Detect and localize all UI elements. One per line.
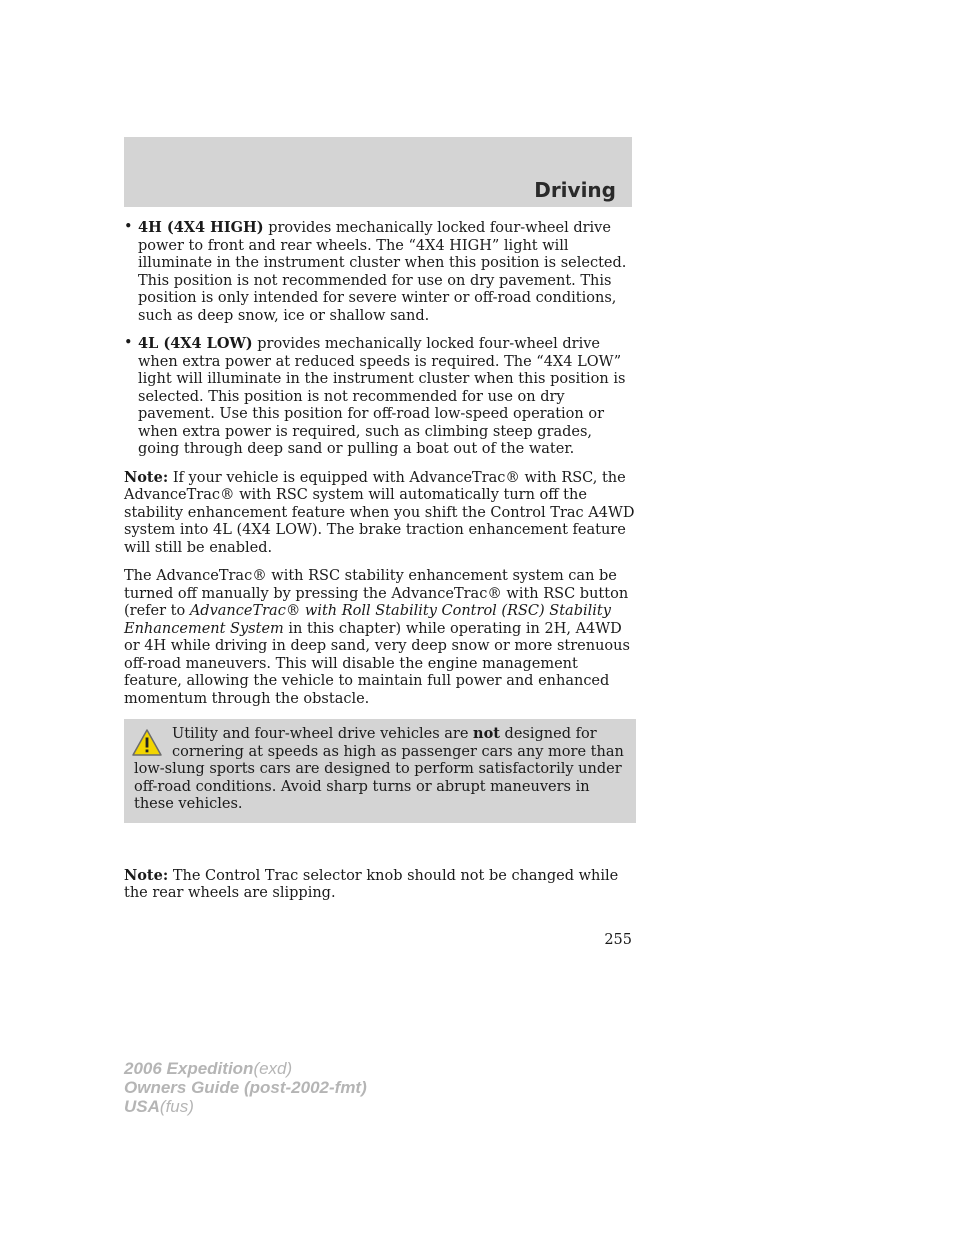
footer-line bbox=[124, 1078, 367, 1097]
body-paragraph bbox=[124, 568, 636, 708]
note-text: If your vehicle is equipped with AdvanceTrac® with RSC, the AdvanceTrac® with RSC system will automatically turn off the stability enhancement feature when you shift the Control Trac A4WD system into 4L (4X4 LOW). The brake traction enhancement feature will still be enabled. bbox=[124, 469, 635, 556]
footer-market: USA bbox=[124, 1097, 160, 1116]
bullet-dot: • bbox=[124, 219, 133, 235]
bullet-dot: • bbox=[124, 335, 133, 351]
warning-box bbox=[124, 719, 636, 823]
warning-text-rest: low-slung sports cars are designed to perform satisfactorily under off-road conditions. Avoid sharp turns or abrupt maneuvers in these vehicles. bbox=[134, 761, 622, 812]
bullet-label: 4L (4X4 LOW) bbox=[138, 335, 253, 352]
paragraph-text-after: in this chapter) while operating in 2H, A4WD or 4H while driving in deep sand, very deep snow or more strenuous off-road maneuvers. This will disable the engine management feature, allowing the vehicle to maintain full power and enhanced momentum through the obstacle. bbox=[124, 620, 630, 707]
section-title: Driving bbox=[534, 178, 616, 202]
note-text: The Control Trac selector knob should not be changed while the rear wheels are slipping. bbox=[124, 867, 619, 901]
warning-line-2: cornering at speeds as high as passenger cars any more than bbox=[172, 743, 624, 760]
header-band bbox=[124, 137, 632, 207]
bullet-label: 4H (4X4 HIGH) bbox=[138, 219, 264, 236]
bullet-text: provides mechanically locked four-wheel drive power to front and rear wheels. The “4X4 HIGH” light will illuminate in the instrument cluster when this position is selected. This position is not recommended for use on dry pavement. This position is only intended for severe winter or off-road conditions, such as deep snow, ice or shallow sand. bbox=[138, 220, 627, 324]
footer-code: (fus) bbox=[159, 1097, 194, 1116]
cross-reference: AdvanceTrac® with Roll Stability Control (RSC) Stability Enhancement System bbox=[124, 603, 611, 637]
warning-emphasis: not bbox=[473, 725, 500, 742]
list-item bbox=[124, 219, 636, 325]
footer-model: 2006 Expedition bbox=[124, 1059, 254, 1078]
warning-triangle-icon bbox=[131, 728, 163, 758]
note-paragraph bbox=[124, 867, 636, 903]
note-label: Note: bbox=[124, 866, 169, 884]
warning-text: designed for bbox=[499, 726, 597, 742]
footer-code: (exd) bbox=[253, 1059, 293, 1078]
note-label: Note: bbox=[124, 468, 169, 486]
bullet-text: provides mechanically locked four-wheel drive when extra power at reduced speeds is required. The “4X4 LOW” light will illuminate in the instrument cluster when this position is selected. This position is not recommended for use on dry pavement. Use this position for off-road low-speed operation or when extra power is required, such as climbing steep grades, going through deep sand or pulling a boat out of the water. bbox=[138, 336, 626, 457]
list-item bbox=[124, 335, 636, 459]
paragraph-text-before: The AdvanceTrac® with RSC stability enhancement system can be turned off manually by pressing the AdvanceTrac® with RSC button (refer to bbox=[124, 568, 629, 619]
warning-text: Utility and four-wheel drive vehicles are bbox=[172, 726, 474, 742]
footer-guide: Owners Guide (post-2002-fmt) bbox=[124, 1078, 367, 1097]
page-number: 255 bbox=[604, 932, 632, 948]
note-paragraph bbox=[124, 469, 636, 558]
footer-line bbox=[124, 1097, 367, 1116]
document-footer bbox=[124, 1059, 367, 1116]
warning-line-1 bbox=[134, 725, 626, 744]
page-content bbox=[124, 219, 636, 914]
footer-line bbox=[124, 1059, 367, 1078]
